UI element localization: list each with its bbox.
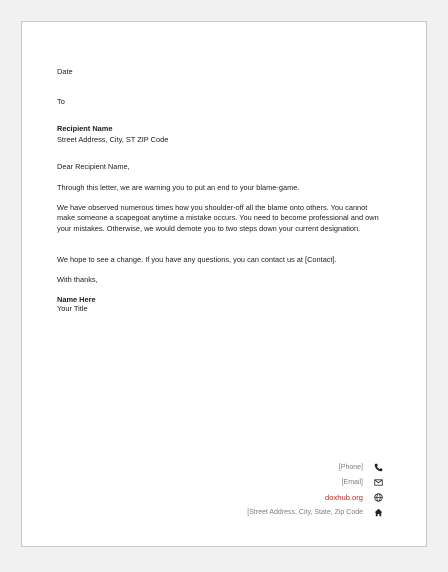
- footer-email-row: [124, 475, 384, 490]
- footer-website-link[interactable]: doxhub.org: [325, 493, 363, 502]
- to-line: To: [57, 97, 65, 106]
- sender-name: Name Here: [57, 295, 96, 304]
- contact-footer: [124, 460, 384, 520]
- footer-website-row: [124, 490, 384, 505]
- document-page: [21, 21, 427, 547]
- recipient-name: Recipient Name: [57, 124, 113, 133]
- sender-title: Your Title: [57, 304, 88, 313]
- recipient-address: Street Address, City, ST ZIP Code: [57, 135, 169, 144]
- globe-icon: [373, 492, 384, 503]
- paragraph-1: Through this letter, we are warning you to put an end to your blame-game.: [57, 183, 300, 192]
- footer-email: [Email]: [341, 479, 363, 486]
- email-icon: [373, 477, 384, 488]
- phone-icon: [373, 462, 384, 473]
- footer-phone: [Phone]: [338, 464, 363, 471]
- closing: With thanks,: [57, 275, 98, 284]
- paragraph-3: We hope to see a change. If you have any questions, you can contact us at [Contact].: [57, 255, 337, 264]
- salutation: Dear Recipient Name,: [57, 162, 130, 171]
- paragraph-2: We have observed numerous times how you shoulder-off all the blame onto others. You cannot make someone a scapegoat anytime a mistake occurs. You need to become professional and own your mistakes. Otherwise, we would demote you to two steps down your current designation.: [57, 203, 379, 233]
- home-icon: [373, 507, 384, 518]
- footer-phone-row: [124, 460, 384, 475]
- date-line: Date: [57, 67, 73, 76]
- footer-address: [Street Address, City, State, Zip Code: [247, 509, 363, 516]
- footer-address-row: [124, 505, 384, 520]
